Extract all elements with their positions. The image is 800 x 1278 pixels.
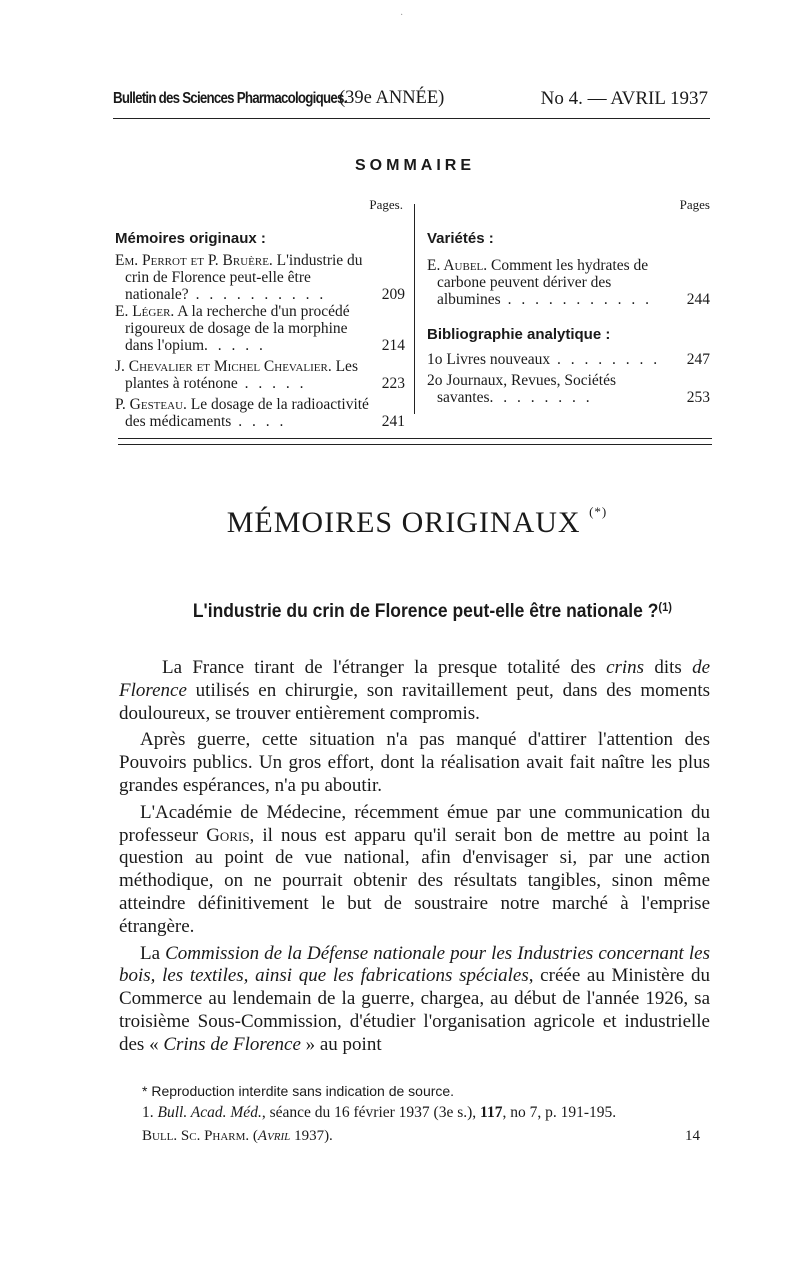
toc-page: 241 [381, 413, 405, 430]
toc-right-column [427, 196, 710, 406]
toc-author: E. Léger. [115, 303, 175, 320]
section-title [0, 504, 800, 540]
issue-number: No 4. — AVRIL 1937 [540, 88, 708, 109]
section-title-mark: (*) [589, 504, 608, 519]
journal-year: (39e ANNÉE) [339, 88, 445, 108]
toc-title: L'industrie du crin de Florence peut-elle être nationale? [125, 252, 363, 303]
footnote-1: 1. Bull. Acad. Méd., séance du 16 février 1937 (3e s.), 117, no 7, p. 191-195. [142, 1104, 617, 1121]
toc-title: Comment les hydrates de carbone peuvent dériver des albumines [437, 257, 649, 308]
header-rule [113, 118, 710, 119]
toc-entry[interactable]: J. Chevalier et Michel Chevalier. Les plantes à roténone . . . . . 223 [115, 358, 405, 392]
section-title-text: MÉMOIRES ORIGINAUX [226, 506, 581, 539]
toc-entry[interactable]: E. Aubel. Comment les hydrates de carbone peuvent dériver des albumines . . . . . . . . . . . 244 [427, 257, 710, 308]
page-footer [142, 1128, 710, 1145]
toc-page: 209 [381, 286, 405, 303]
toc-page: 244 [686, 291, 710, 308]
footnote-star: * Reproduction interdite sans indication de source. [142, 1083, 455, 1099]
running-header [113, 88, 708, 114]
paragraph: Après guerre, cette situation n'a pas manqué d'attirer l'attention des Pouvoirs publics. Un gros effort, dont la réalisation avait fait naître les plus grandes espérances, n'a pu aboutir. [119, 729, 710, 796]
toc-author: P. Gesteau. [115, 396, 187, 413]
toc-entry[interactable]: P. Gesteau. Le dosage de la radioactivité des médicaments . . . . 241 [115, 396, 405, 430]
toc-page: 223 [381, 375, 405, 392]
toc-entry[interactable]: 2o Journaux, Revues, Sociétés savantes. . . . . . . . 253 [427, 372, 710, 406]
toc-title: 1o Livres nouveaux [427, 351, 551, 368]
toc-entry[interactable]: E. Léger. A la recherche d'un procédé rigoureux de dosage de la morphine dans l'opium. . . . . 214 [115, 303, 405, 354]
toc-title: 2o Journaux, Revues, Sociétés savantes [427, 372, 616, 406]
toc-page: 214 [381, 337, 405, 354]
memoires-heading: Mémoires originaux : [115, 230, 266, 247]
footer-citation: Bull. Sc. Pharm. (Avril 1937). [142, 1128, 333, 1144]
toc-title: Les plantes à roténone [125, 358, 358, 392]
double-rule-bottom [118, 444, 712, 445]
toc-entry[interactable]: 1o Livres nouveaux . . . . . . . . 247 [427, 351, 710, 368]
varietes-heading: Variétés : [427, 230, 494, 247]
pages-header-left: Pages. [369, 197, 403, 212]
toc-column-divider [414, 204, 415, 414]
article-title-text: L'industrie du crin de Florence peut-elle être nationale ? [192, 601, 659, 622]
paragraph: La France tirant de l'étranger la presque totalité des crins dits de Florence utilisés en chirurgie, son ravitaillement peut, dans des moments douloureux, se trouver entièrement compromis. [119, 657, 711, 724]
sommaire-title: SOMMAIRE [355, 157, 475, 174]
toc-page: 247 [686, 351, 710, 368]
paragraph: L'Académie de Médecine, récemment émue par une communication du professeur Goris, il nous est apparu qu'il serait bon de mettre au point la question au point de vue national, afin d'envisager si, par une action méthodique, on ne pourrait obtenir des résultats tangibles, sinon même atteindre définitivement le but de soustraire notre marché à l'emprise étrangère. [119, 801, 711, 937]
toc-author: E. Aubel. [427, 257, 488, 274]
scan-mark: · [400, 10, 404, 21]
article-body [119, 657, 710, 1057]
biblio-heading: Bibliographie analytique : [427, 326, 611, 343]
page-number: 14 [685, 1128, 700, 1144]
journal-name: Bulletin des Sciences Pharmacologiques. [113, 90, 347, 107]
paragraph: La Commission de la Défense nationale pour les Industries concernant les bois, les textiles, ainsi que les fabrications spéciales, créée au Ministère du Commerce au lendemain de la guerre, chargea, au début de l'année 1926, sa troisième Sous-Commission, d'étudier l'organisation agricole et industrielle des « Crins de Florence » au point [119, 942, 711, 1055]
footnotes [142, 1080, 710, 1124]
toc-left-column [115, 196, 405, 430]
toc-page: 253 [686, 389, 710, 406]
toc-title: A la recherche d'un procédé rigoureux de dosage de la morphine dans l'opium [125, 303, 350, 354]
double-rule-top [118, 438, 712, 439]
toc-author: Em. Perrot et P. Bruère. [115, 252, 273, 269]
toc-entry[interactable]: Em. Perrot et P. Bruère. L'industrie du crin de Florence peut-elle être nationale? . . . . . . . . . . 209 [115, 252, 405, 303]
toc-author: J. Chevalier et Michel Chevalier. [115, 358, 332, 375]
article-title [37, 600, 773, 623]
toc-title: Le dosage de la radioactivité des médicaments [125, 396, 369, 430]
pages-header-right: Pages [679, 197, 710, 212]
article-footnote-ref: (1) [658, 600, 672, 614]
